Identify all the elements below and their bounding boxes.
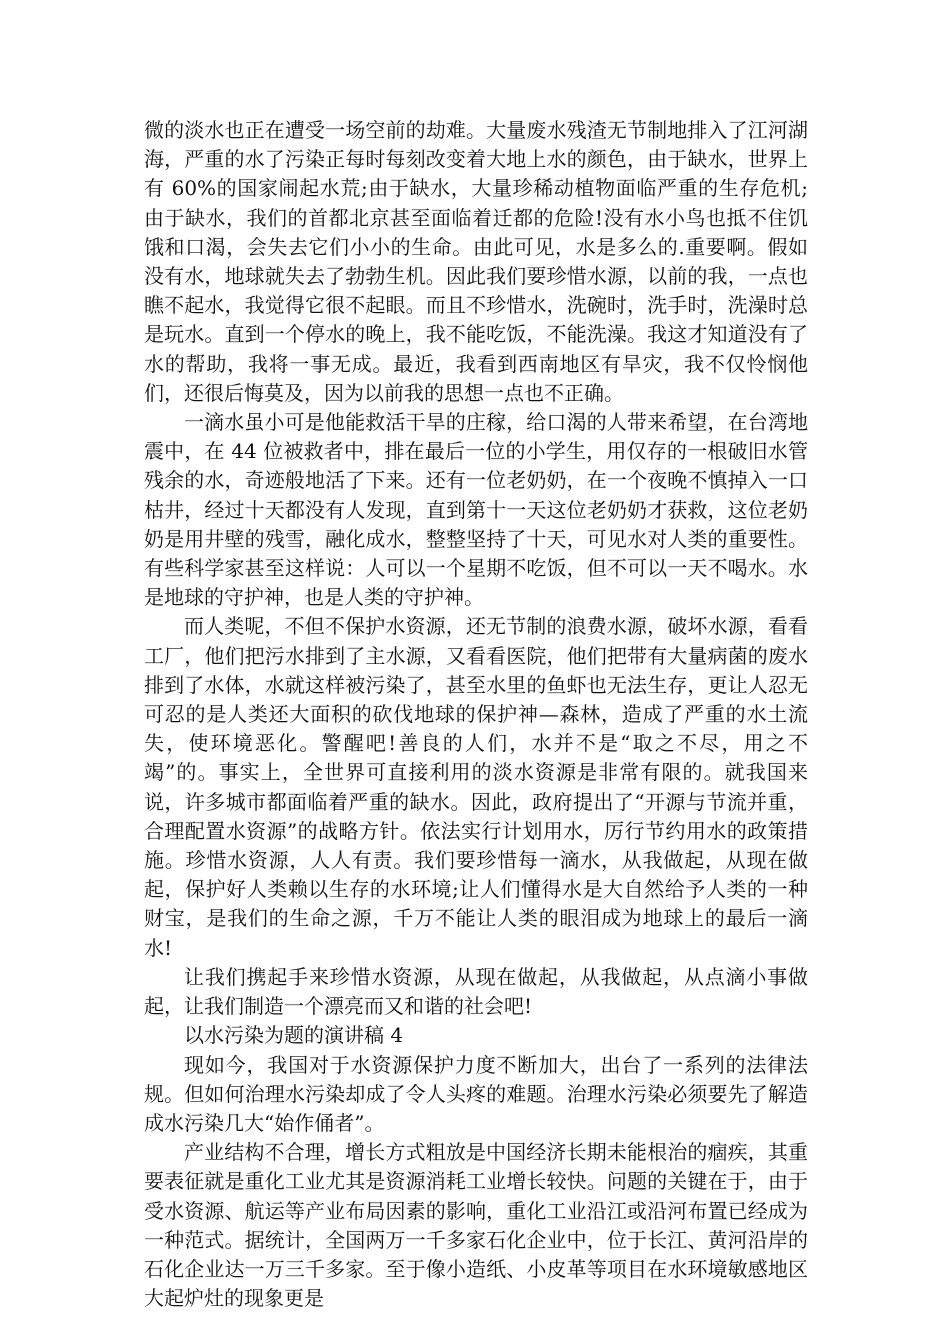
paragraph-4: 让我们携起手来珍惜水资源，从现在做起，从我做起，从点滴小事做起，让我们制造一个漂亮而又和谐的社会吧! xyxy=(144,964,808,1019)
document-body xyxy=(144,116,808,1313)
paragraph-1: 微的淡水也正在遭受一场空前的劫难。大量废水残渣无节制地排入了江河湖海，严重的水了污染正每时每刻改变着大地上水的颜色，由于缺水，世界上有 60%的国家闹起水荒;由于缺水，大量珍稀动植物面临严重的生存危机;由于缺水，我们的首都北京甚至面临着迁都的危险!没有水小鸟也抵不住饥饿和口渴，会失去它们小小的生命。由此可见，水是多么的.重要啊。假如没有水，地球就失去了勃勃生机。因此我们要珍惜水源，以前的我，一点也瞧不起水，我觉得它很不起眼。而且不珍惜水，洗碗时，洗手时，洗澡时总是玩水。直到一个停水的晚上，我不能吃饭，不能洗澡。我这才知道没有了水的帮助，我将一事无成。最近，我看到西南地区有旱灾，我不仅怜悯他们，还很后悔莫及，因为以前我的思想一点也不正确。 xyxy=(144,118,808,405)
paragraph-5: 现如今，我国对于水资源保护力度不断加大，出台了一系列的法律法规。但如何治理水污染却成了令人头疼的难题。治理水污染必须要先了解造成水污染几大“始作俑者”。 xyxy=(144,1052,808,1135)
paragraph-2: 一滴水虽小可是他能救活干旱的庄稼，给口渴的人带来希望，在台湾地震中，在 44 位被救者中，排在最后一位的小学生，用仅存的一根破旧水管残余的水，奇迹般地活了下来。还有一位老奶奶，在一个夜晚不慎掉入一口枯井，经过十天都没有人发现，直到第十一天这位老奶奶才获救，这位老奶奶是用井壁的残雪，融化成水，整整坚持了十天，可见水对人类的重要性。有些科学家甚至这样说：人可以一个星期不吃饭，但不可以一天不喝水。水是地球的守护神，也是人类的守护神。 xyxy=(144,410,808,610)
section-heading: 以水污染为题的演讲稿 4 xyxy=(184,1023,404,1048)
paragraph-6: 产业结构不合理，增长方式粗放是中国经济长期未能根治的痼疾，其重要表征就是重化工业尤其是资源消耗工业增长较快。问题的关键在于，由于受水资源、航运等产业布局因素的影响，重化工业沿江或沿河布置已经成为一种范式。据统计，全国两万一千多家石化企业中，位于长江、黄河沿岸的石化企业达一万三千多家。至于像小造纸、小皮革等项目在水环境敏感地区大起炉灶的现象更是 xyxy=(144,1140,808,1311)
paragraph-3: 而人类呢，不但不保护水资源，还无节制的浪费水源，破坏水源，看看工厂，他们把污水排到了主水源，又看看医院，他们把带有大量病菌的废水排到了水体，水就这样被污染了，甚至水里的鱼虾也无法生存，更让人忍无可忍的是人类还大面积的砍伐地球的保护神—森林，造成了严重的水土流失，使环境恶化。警醒吧!善良的人们，水并不是“取之不尽，用之不竭”的。事实上，全世界可直接利用的淡水资源是非常有限的。就我国来说，许多城市都面临着严重的缺水。因此，政府提出了“开源与节流并重，合理配置水资源”的战略方针。依法实行计划用水，厉行节约用水的政策措施。珍惜水资源，人人有责。我们要珍惜每一滴水，从我做起，从现在做起，保护好人类赖以生存的水环境;让人们懂得水是大自然给予人类的一种财宝，是我们的生命之源，千万不能让人类的眼泪成为地球上的最后一滴水! xyxy=(144,614,808,960)
